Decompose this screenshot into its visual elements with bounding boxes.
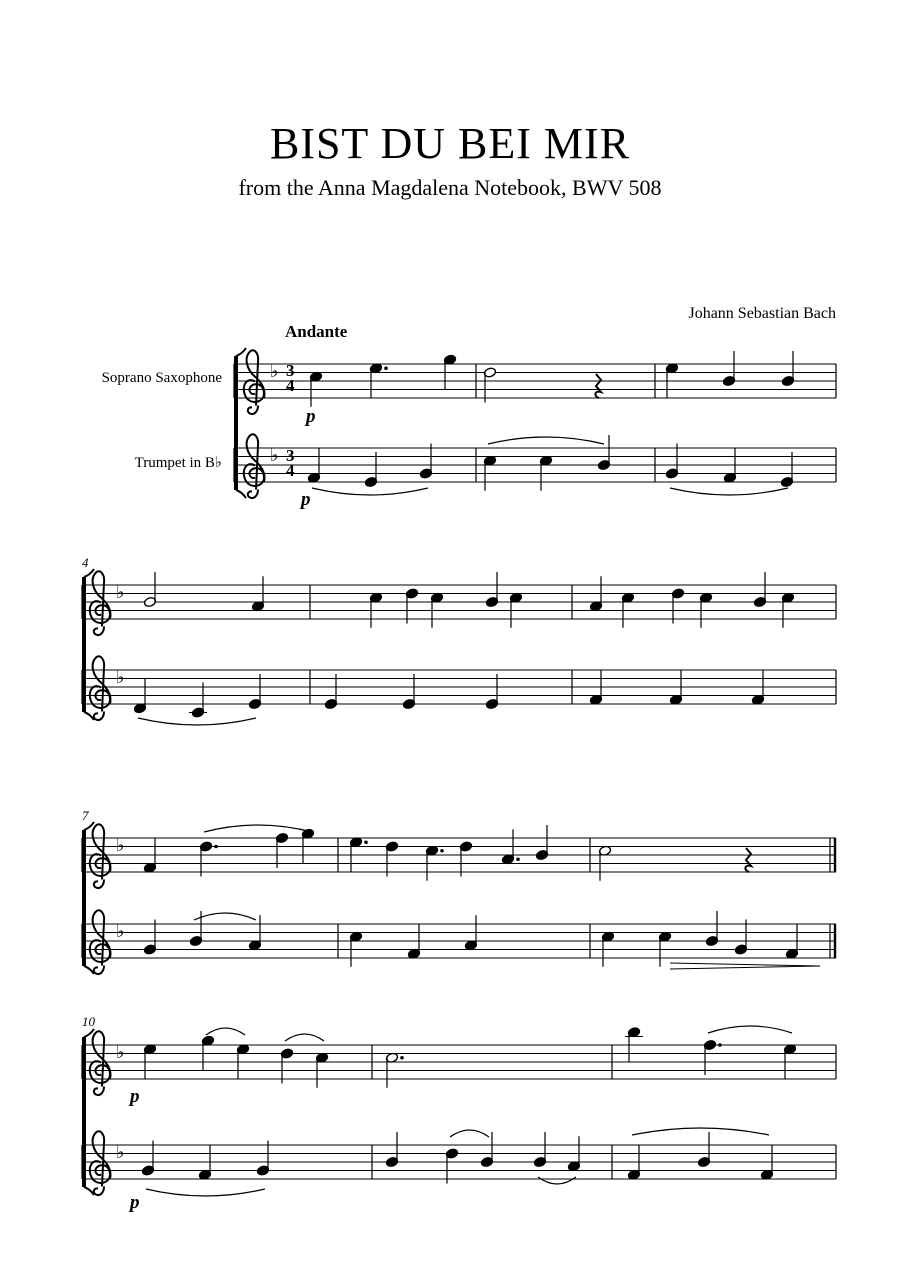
dynamic-mark: p <box>306 406 316 427</box>
key-signature-flat: ♭ <box>116 920 125 942</box>
slur <box>146 1189 265 1196</box>
measure-number-10: 10 <box>82 1014 95 1029</box>
treble-clef-icon <box>90 656 111 720</box>
augmentation-dot <box>440 849 444 853</box>
treble-clef-icon <box>244 350 265 414</box>
composer-name: Johann Sebastian Bach <box>688 305 836 322</box>
time-signature-top: 3 <box>286 446 295 465</box>
measure-number-7: 7 <box>82 808 89 823</box>
slur <box>206 1028 245 1035</box>
treble-clef-icon <box>90 910 111 974</box>
slur <box>204 825 312 832</box>
dynamic-mark: p <box>130 1086 140 1107</box>
augmentation-dot <box>400 1056 404 1060</box>
augmentation-dot <box>384 366 388 370</box>
notation-layer <box>82 348 836 1196</box>
treble-clef-icon <box>90 1131 111 1195</box>
slur <box>450 1130 489 1137</box>
treble-clef-icon <box>244 434 265 498</box>
dynamic-mark: p <box>130 1192 140 1213</box>
instrument-label-saxophone: Soprano Saxophone <box>101 370 222 386</box>
piece-title: BIST DU BEI MIR <box>269 119 631 168</box>
tempo-marking: Andante <box>285 322 348 341</box>
augmentation-dot <box>214 845 218 849</box>
quarter-rest <box>745 848 751 872</box>
quarter-rest <box>595 374 601 398</box>
key-signature-flat: ♭ <box>116 666 125 688</box>
slur <box>312 488 428 495</box>
diminuendo-hairpin <box>670 963 820 969</box>
key-signature-flat: ♭ <box>116 581 125 603</box>
treble-clef-icon <box>90 824 111 888</box>
key-signature-flat: ♭ <box>116 834 125 856</box>
treble-clef-icon <box>90 1031 111 1095</box>
measure-number-4: 4 <box>82 555 89 570</box>
slur <box>670 488 788 495</box>
dynamic-mark: p <box>301 489 311 510</box>
time-signature-top: 3 <box>286 361 295 380</box>
augmentation-dot <box>364 840 368 844</box>
slur <box>708 1026 792 1033</box>
key-signature-flat: ♭ <box>270 360 279 382</box>
treble-clef-icon <box>90 571 111 635</box>
time-signature-bottom: 4 <box>286 376 295 395</box>
slur <box>138 718 256 725</box>
slur <box>488 437 604 444</box>
augmentation-dot <box>516 857 520 861</box>
instrument-label-trumpet: Trumpet in B♭ <box>134 455 222 471</box>
augmentation-dot <box>718 1043 722 1047</box>
key-signature-flat: ♭ <box>116 1041 125 1063</box>
slur <box>538 1177 576 1184</box>
key-signature-flat: ♭ <box>270 444 279 466</box>
time-signature-bottom: 4 <box>286 461 295 480</box>
slur <box>285 1034 324 1041</box>
piece-subtitle: from the Anna Magdalena Notebook, BWV 508 <box>238 175 662 200</box>
slur <box>632 1128 769 1135</box>
key-signature-flat: ♭ <box>116 1141 125 1163</box>
slur <box>194 913 256 920</box>
